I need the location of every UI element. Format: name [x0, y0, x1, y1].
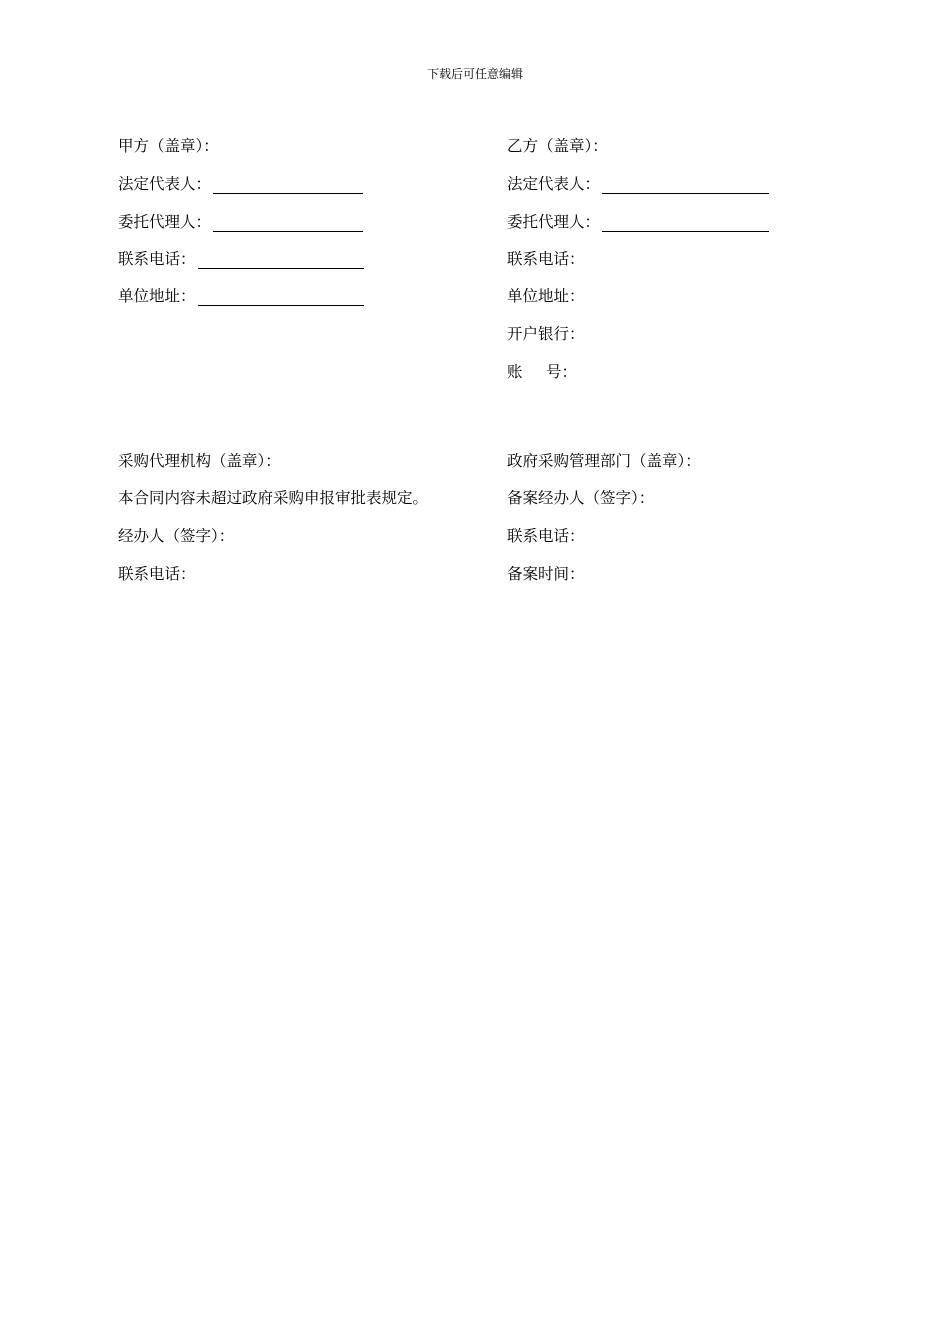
page-header-note: 下载后可任意编辑 — [426, 67, 523, 81]
party-a-phone-label: 联系电话： — [118, 250, 196, 268]
gov-dept-seal-field — [507, 449, 701, 471]
party-b-address-label: 单位地址： — [507, 287, 585, 305]
party-a-agent-blank[interactable] — [213, 213, 363, 232]
party-b-agent-label: 委托代理人： — [507, 213, 601, 231]
party-b-seal-label: 乙方（盖章）： — [507, 137, 608, 155]
party-b-address-field — [507, 284, 585, 306]
party-a-phone-blank[interactable] — [198, 250, 364, 269]
party-a-seal-label: 甲方（盖章）： — [118, 137, 219, 155]
party-b-account-label — [507, 362, 577, 382]
agency-statement-text: 本合同内容未超过政府采购申报审批表规定。 — [118, 489, 429, 507]
gov-dept-phone-label: 联系电话： — [507, 527, 585, 545]
agency-handler-field — [118, 524, 234, 546]
gov-dept-handler-label: 备案经办人（签字）： — [507, 489, 655, 507]
party-b-account-char-1: 账 — [507, 363, 523, 381]
agency-handler-label: 经办人（签字）： — [118, 527, 235, 545]
party-a-legal-rep-field — [118, 172, 363, 194]
agency-statement-field — [118, 486, 428, 508]
party-a-seal-field — [118, 134, 219, 156]
agency-phone-label: 联系电话： — [118, 565, 196, 583]
party-a-agent-label: 委托代理人： — [118, 213, 212, 231]
party-a-legal-rep-label: 法定代表人： — [118, 175, 212, 193]
party-a-phone-field — [118, 247, 364, 269]
party-a-agent-field — [118, 210, 363, 232]
party-b-legal-rep-label: 法定代表人： — [507, 175, 601, 193]
party-b-phone-label: 联系电话： — [507, 250, 585, 268]
party-b-account-field — [507, 360, 577, 382]
party-b-agent-field — [507, 210, 769, 232]
gov-dept-time-label: 备案时间： — [507, 565, 585, 583]
party-b-legal-rep-field — [507, 172, 769, 194]
party-b-bank-label: 开户银行： — [507, 325, 585, 343]
party-a-legal-rep-blank[interactable] — [213, 175, 363, 194]
gov-dept-handler-field — [507, 486, 654, 508]
party-b-agent-blank[interactable] — [602, 213, 769, 232]
agency-seal-label: 采购代理机构（盖章）： — [118, 452, 281, 470]
party-b-phone-field — [507, 247, 585, 269]
party-b-bank-field — [507, 322, 585, 344]
party-b-account-char-2: 号： — [545, 363, 577, 381]
party-b-seal-field — [507, 134, 608, 156]
agency-phone-field — [118, 562, 196, 584]
gov-dept-phone-field — [507, 524, 585, 546]
party-a-address-field — [118, 284, 364, 306]
agency-seal-field — [118, 449, 281, 471]
gov-dept-seal-label: 政府采购管理部门（盖章）： — [507, 452, 701, 470]
gov-dept-time-field — [507, 562, 585, 584]
party-a-address-label: 单位地址： — [118, 287, 196, 305]
party-a-address-blank[interactable] — [198, 287, 364, 306]
party-b-legal-rep-blank[interactable] — [602, 175, 769, 194]
